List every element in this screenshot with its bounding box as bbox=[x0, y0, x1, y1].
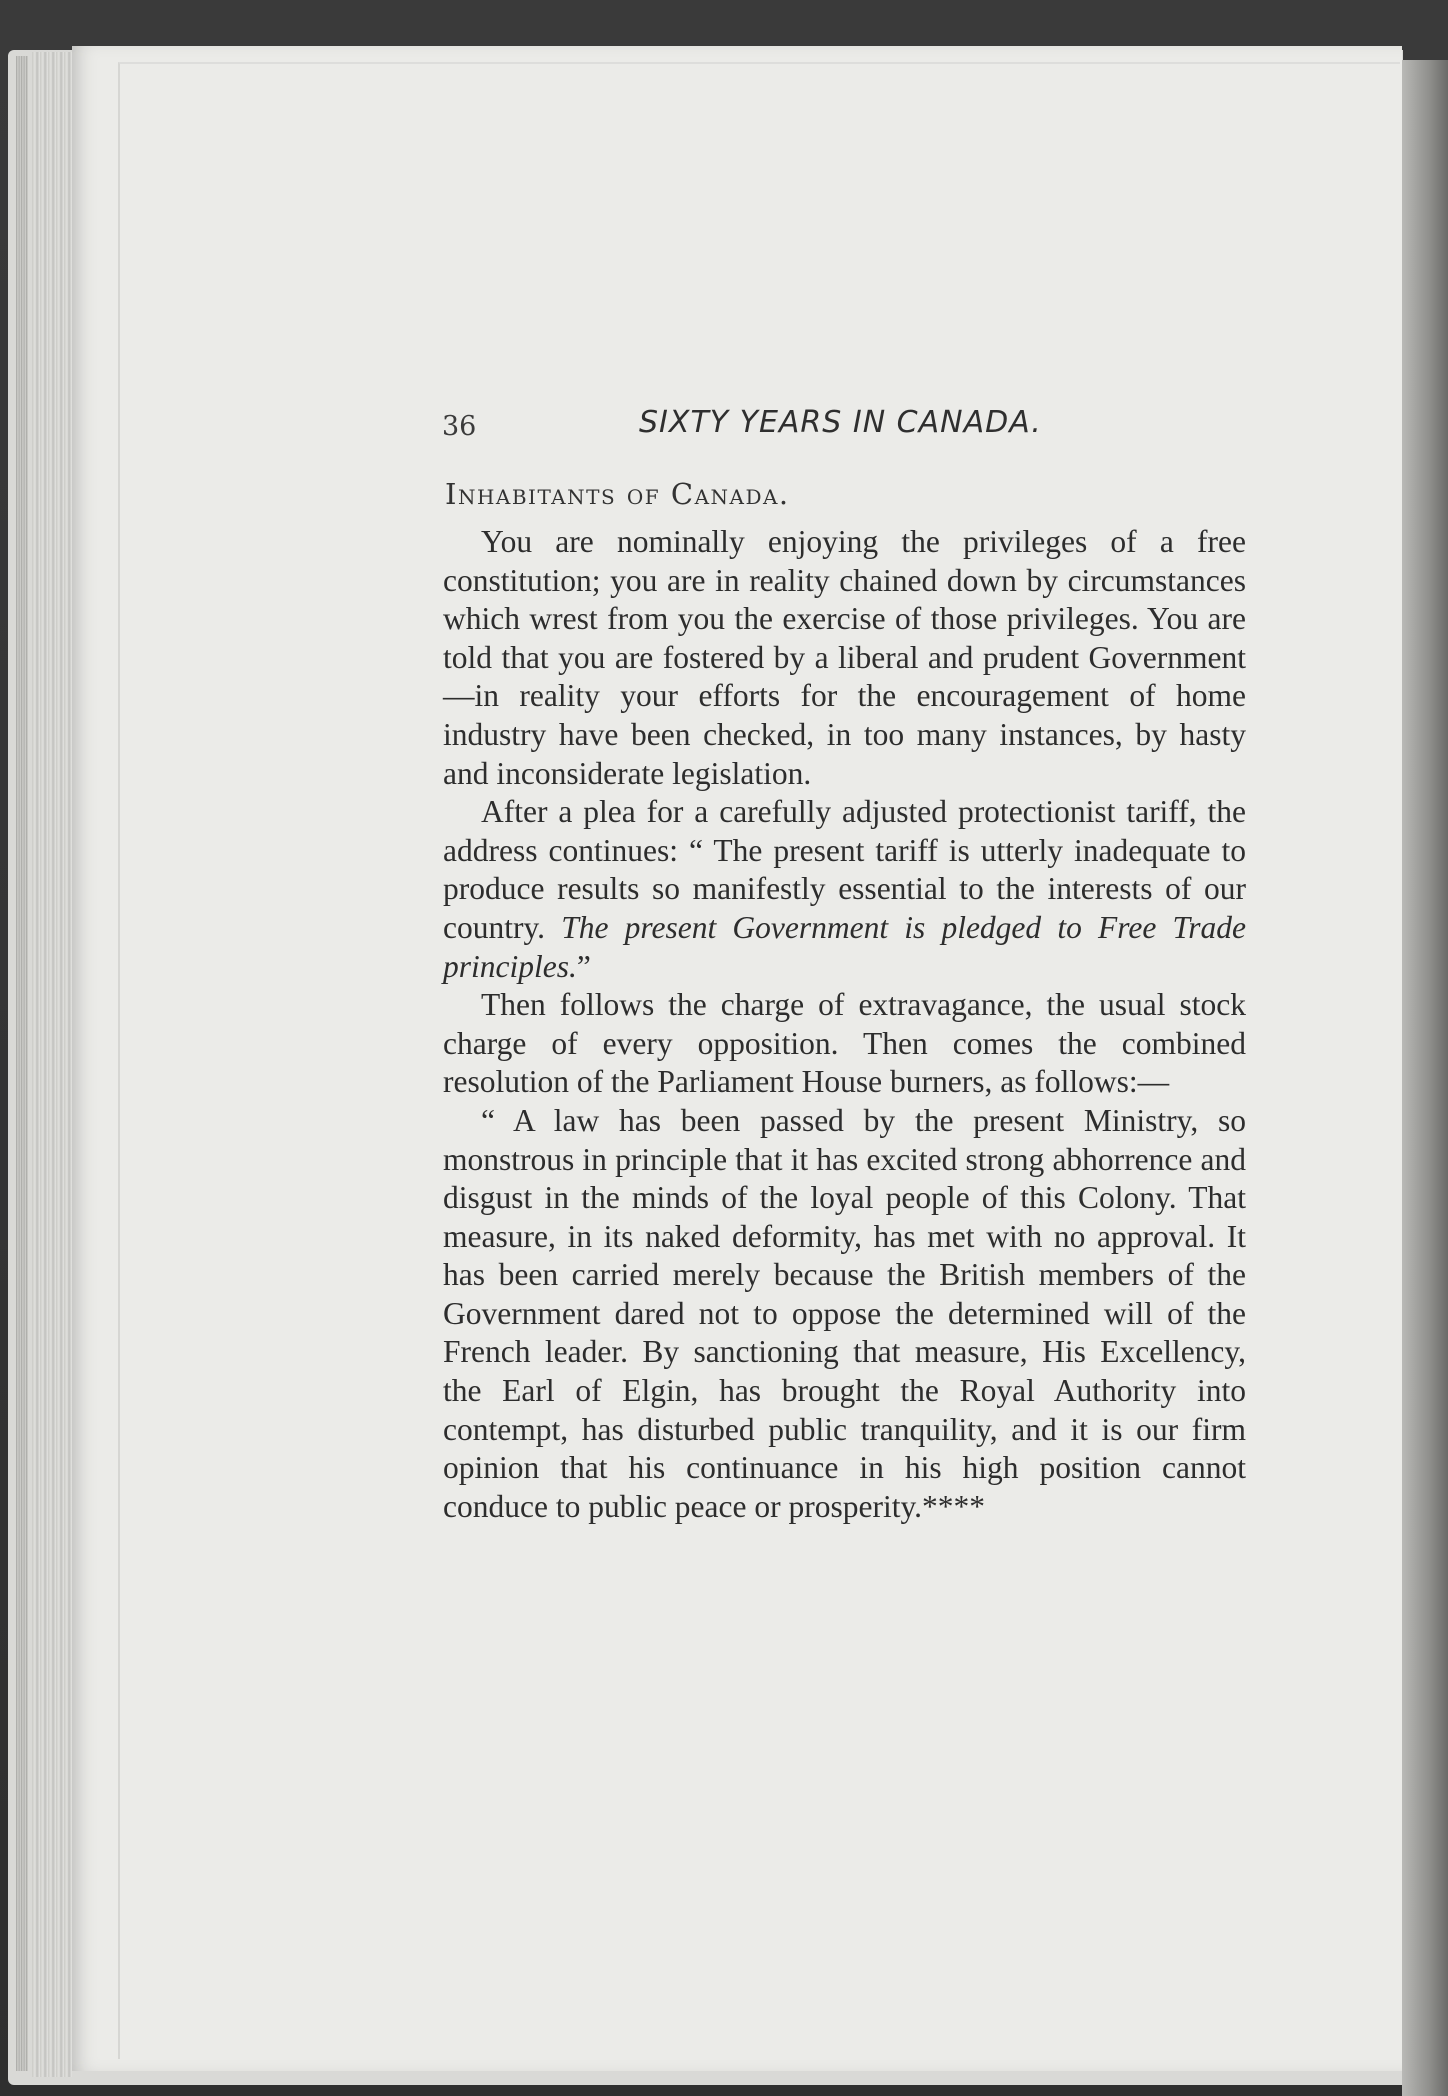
paragraph-4: “ A law has been passed by the present Ministry, so monstrous in principle that it has excited strong abhorrence and disgust in the minds of the loyal people of this Colony. That measure, in its naked deformity, has met with no approval. It has been carried merely because the British members of the Government dared not to oppose the determined will of the French leader. By sanctioning that measure, His Excellency, the Earl of Elgin, has brought the Royal Authority into contempt, has disturbed public tranquility, and it is our firm opinion that his continuance in his high position cannot conduce to public peace or prosperity.**** bbox=[443, 1102, 1246, 1524]
paragraph-3: Then follows the charge of extravagance, the usual stock charge of every opposition. Then comes the combined resolution of the Parliament House burners, as follows:— bbox=[443, 987, 1246, 1100]
body-text bbox=[443, 523, 1246, 1526]
salutation-text: Inhabitants of Canada. bbox=[445, 477, 790, 511]
page-number: 36 bbox=[442, 411, 477, 442]
address-salutation bbox=[445, 477, 790, 511]
paragraph-2 bbox=[443, 793, 1246, 986]
paragraph-2-close: ” bbox=[576, 948, 591, 984]
page-header bbox=[442, 405, 1082, 455]
page-edges-left bbox=[16, 56, 28, 2071]
running-head: SIXTY YEARS IN CANADA. bbox=[639, 405, 1042, 440]
binding-shadow bbox=[1402, 60, 1448, 2096]
paragraph-1: You are nominally enjoying the privileges of a free constitution; you are in reality chained down by circumstances which wrest from you the exercise of those privileges. You are told that you are fostered by a liberal and prudent Government—in reality your efforts for the encouragement of home industry have been checked, in too many instances, by hasty and inconsiderate legislation. bbox=[443, 524, 1246, 791]
paragraph-2-italic: The present Government is pledged to Free Trade principles. bbox=[443, 909, 1246, 984]
page-edges-inner bbox=[32, 52, 72, 2077]
paragraph-2-lead: After a plea for a carefully adjusted protectionist tariff, the address continues: “ The present tariff is utterly inadequate to produce results so manifestly essential to the interests of our country. bbox=[443, 794, 1246, 945]
